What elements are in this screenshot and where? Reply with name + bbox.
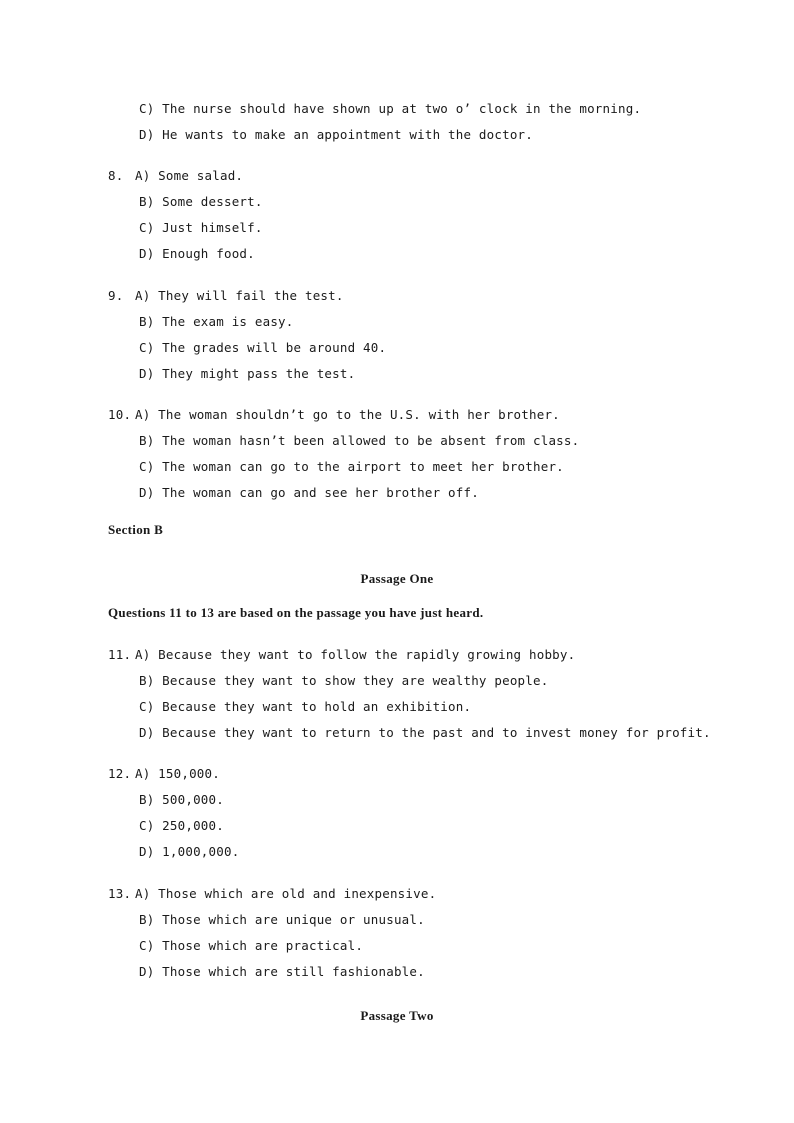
q9-option-b: B) The exam is easy. (139, 314, 294, 329)
q12-option-d: D) 1,000,000. (139, 844, 240, 859)
q11-option-a: A) Because they want to follow the rapidly growing hobby. (135, 647, 576, 662)
q12-option-a: A) 150,000. (135, 766, 220, 781)
q11-option-b: B) Because they want to show they are wealthy people. (139, 673, 549, 688)
q10-number: 10. (108, 407, 132, 422)
q9-option-c: C) The grades will be around 40. (139, 340, 387, 355)
q8-option-d: D) Enough food. (139, 246, 255, 261)
q11-option-c: C) Because they want to hold an exhibition. (139, 699, 472, 714)
q11-option-d: D) Because they want to return to the past and to invest money for profit. (139, 725, 711, 740)
q10-option-a: A) The woman shouldn’t go to the U.S. with her brother. (135, 407, 560, 422)
q8-option-a: A) Some salad. (135, 168, 244, 183)
q13-number: 13. (108, 886, 132, 901)
q13-option-d: D) Those which are still fashionable. (139, 964, 425, 979)
q10-option-d: D) The woman can go and see her brother off. (139, 485, 479, 500)
q13-option-c: C) Those which are practical. (139, 938, 364, 953)
passage-two-title: Passage Two (360, 1008, 434, 1023)
q12-number: 12. (108, 766, 132, 781)
q9-number: 9. (108, 288, 124, 303)
q12-option-b: B) 500,000. (139, 792, 224, 807)
section-heading: Section B (108, 522, 164, 537)
q12-option-c: C) 250,000. (139, 818, 224, 833)
q9-option-a: A) They will fail the test. (135, 288, 344, 303)
q8-option-b: B) Some dessert. (139, 194, 263, 209)
q10-option-b: B) The woman hasn’t been allowed to be absent from class. (139, 433, 580, 448)
passage-one-title: Passage One (360, 571, 434, 586)
q11-number: 11. (108, 647, 132, 662)
q10-option-c: C) The woman can go to the airport to meet her brother. (139, 459, 564, 474)
q7-option-d: D) He wants to make an appointment with the doctor. (139, 127, 534, 142)
q9-option-d: D) They might pass the test. (139, 366, 356, 381)
q13-option-a: A) Those which are old and inexpensive. (135, 886, 437, 901)
q8-option-c: C) Just himself. (139, 220, 263, 235)
instructions: Questions 11 to 13 are based on the passage you have just heard. (108, 605, 484, 620)
q8-number: 8. (108, 168, 124, 183)
q7-option-c: C) The nurse should have shown up at two o’ clock in the morning. (139, 101, 642, 116)
q13-option-b: B) Those which are unique or unusual. (139, 912, 425, 927)
